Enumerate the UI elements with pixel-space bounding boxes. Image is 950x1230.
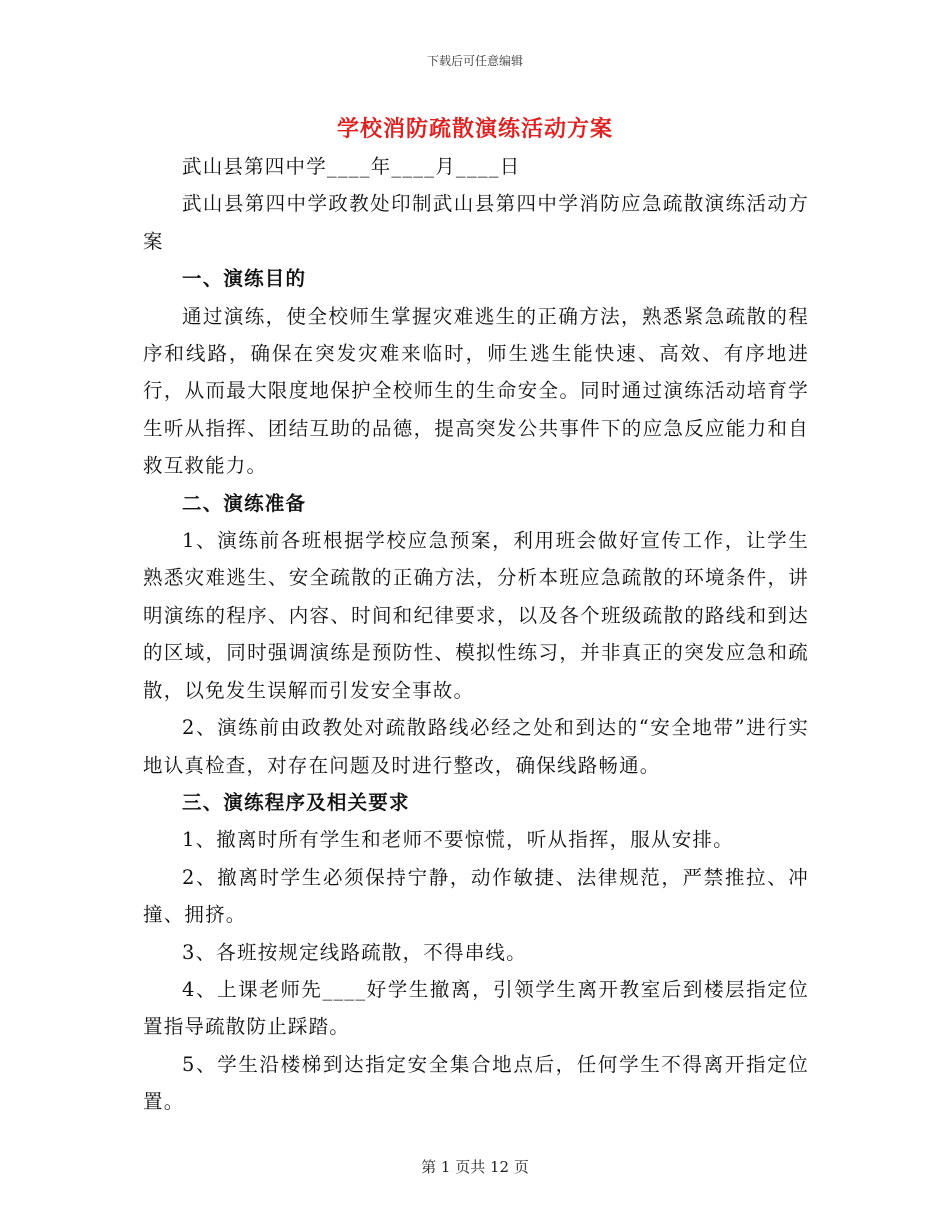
page-number: 第 1 页共 12 页 — [421, 1158, 529, 1176]
section-heading-procedure: 三、演练程序及相关要求 — [182, 790, 410, 814]
header-note: 下载后可任意编辑 — [426, 54, 523, 68]
procedure-item-4: 4、上课老师先____好学生撤离，引领学生离开教室后到楼层指定位置指导疏散防止踩踏。 — [143, 977, 809, 1039]
issuer-paragraph: 武山县第四中学政教处印制武山县第四中学消防应急疏散演练活动方案 — [143, 192, 809, 253]
procedure-item-1: 1、撤离时所有学生和老师不要惊慌，听从指挥，服从安排。 — [182, 828, 734, 852]
section-heading-purpose: 一、演练目的 — [182, 267, 307, 291]
section-heading-preparation: 二、演练准备 — [182, 491, 307, 515]
preparation-item-2: 2、演练前由政教处对疏散路线必经之处和到达的“安全地带”进行实地认真检查，对存在问题及时进行整改，确保线路畅通。 — [143, 716, 809, 777]
procedure-item-5: 5、学生沿楼梯到达指定安全集合地点后，任何学生不得离开指定位置。 — [143, 1052, 809, 1114]
date-line: 武山县第四中学____年____月____日 — [182, 155, 521, 178]
preparation-item-1: 1、演练前各班根据学校应急预案，利用班会做好宣传工作，让学生熟悉灾难逃生、安全疏散的正确方法，分析本班应急疏散的环境条件，讲明演练的程序、内容、时间和纪律要求，以及各个班级疏散的路线和到达的区域，同时强调演练是预防性、模拟性练习，并非真正的突发应急和疏散，以免发生误解而引发安全事故。 — [143, 529, 809, 702]
document-body — [143, 148, 809, 1121]
procedure-item-3: 3、各班按规定线路疏散，不得串线。 — [182, 940, 527, 964]
document-title: 学校消防疏散演练活动方案 — [336, 116, 613, 142]
procedure-item-2: 2、撤离时学生必须保持宁静，动作敏捷、法律规范，严禁推拉、冲撞、拥挤。 — [143, 865, 809, 927]
purpose-paragraph: 通过演练，使全校师生掌握灾难逃生的正确方法，熟悉紧急疏散的程序和线路，确保在突发灾难来临时，师生逃生能快速、高效、有序地进行，从而最大限度地保护全校师生的生命安全。同时通过演练活动培育学生听从指挥、团结互助的品德，提高突发公共事件下的应急反应能力和自救互救能力。 — [143, 304, 809, 478]
